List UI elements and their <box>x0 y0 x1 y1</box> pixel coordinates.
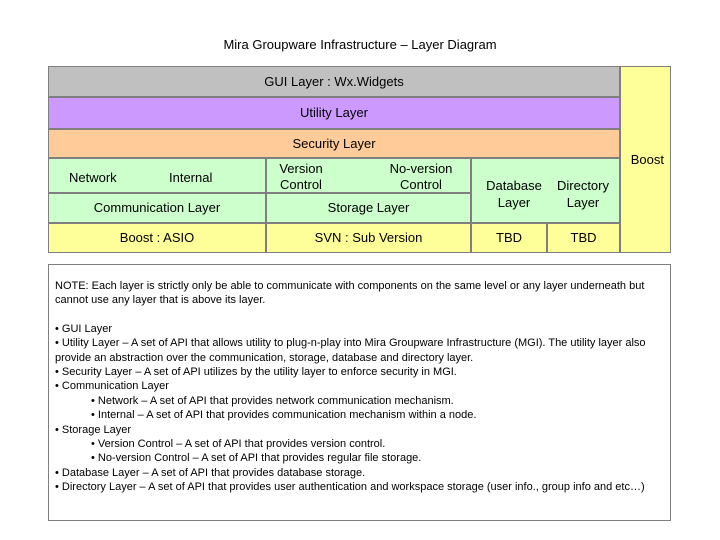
note-item-security: • Security Layer – A set of API utilizes by the utility layer to enforce security in MGI. <box>55 366 457 379</box>
storage-sublayers <box>266 158 471 193</box>
note-item-no-version-control: • No-version Control – A set of API that provides regular file storage. <box>91 452 422 465</box>
note-item-internal: • Internal – A set of API that provides communication mechanism within a node. <box>91 409 477 422</box>
boost-layer: Boost <box>620 66 671 253</box>
note-item-network: • Network – A set of API that provides network communication mechanism. <box>91 394 454 407</box>
tbd-directory: TBD <box>547 223 620 253</box>
svn-layer: SVN : Sub Version <box>266 223 471 253</box>
notes-box <box>48 264 671 521</box>
security-layer: Security Layer <box>48 129 620 158</box>
communication-sublayers <box>48 158 266 193</box>
network-sublayer: Network <box>69 170 117 185</box>
database-directory-block <box>471 158 620 223</box>
storage-layer: Storage Layer <box>266 193 471 223</box>
utility-layer: Utility Layer <box>48 97 620 129</box>
note-item-utility: • Utility Layer – A set of API that allows utility to plug-n-play into Mira Groupware Infrastructure (MGI). The utility layer also provide an abstraction over the communication, storage, database and directory layer. <box>55 337 646 364</box>
note-item-gui: • GUI Layer <box>55 322 113 335</box>
directory-layer: Directory Layer <box>556 178 609 210</box>
note-item-database: • Database Layer – A set of API that provides database storage. <box>55 466 366 479</box>
note-item-storage: • Storage Layer <box>55 423 132 436</box>
note-item-directory: • Directory Layer – A set of API that provides user authentication and workspace storage (user info., group info and etc…) <box>55 481 645 494</box>
note-text: NOTE: Each layer is strictly only be able to communicate with components on the same level or any layer underneath but cannot use any layer that is above its layer. <box>55 280 645 307</box>
gui-layer: GUI Layer : Wx.Widgets <box>48 66 620 97</box>
version-control-sublayer: Version Control <box>279 161 323 192</box>
internal-sublayer: Internal <box>169 170 213 185</box>
tbd-database: TBD <box>471 223 547 253</box>
no-version-control-sublayer: No-version Control <box>389 161 453 192</box>
boost-asio-layer: Boost : ASIO <box>48 223 266 253</box>
diagram-title: Mira Groupware Infrastructure – Layer Diagram <box>223 37 497 52</box>
database-layer: Database Layer <box>486 178 542 210</box>
note-item-version-control: • Version Control – A set of API that provides version control. <box>91 438 386 451</box>
communication-layer: Communication Layer <box>48 193 266 223</box>
note-item-communication: • Communication Layer <box>55 380 169 393</box>
